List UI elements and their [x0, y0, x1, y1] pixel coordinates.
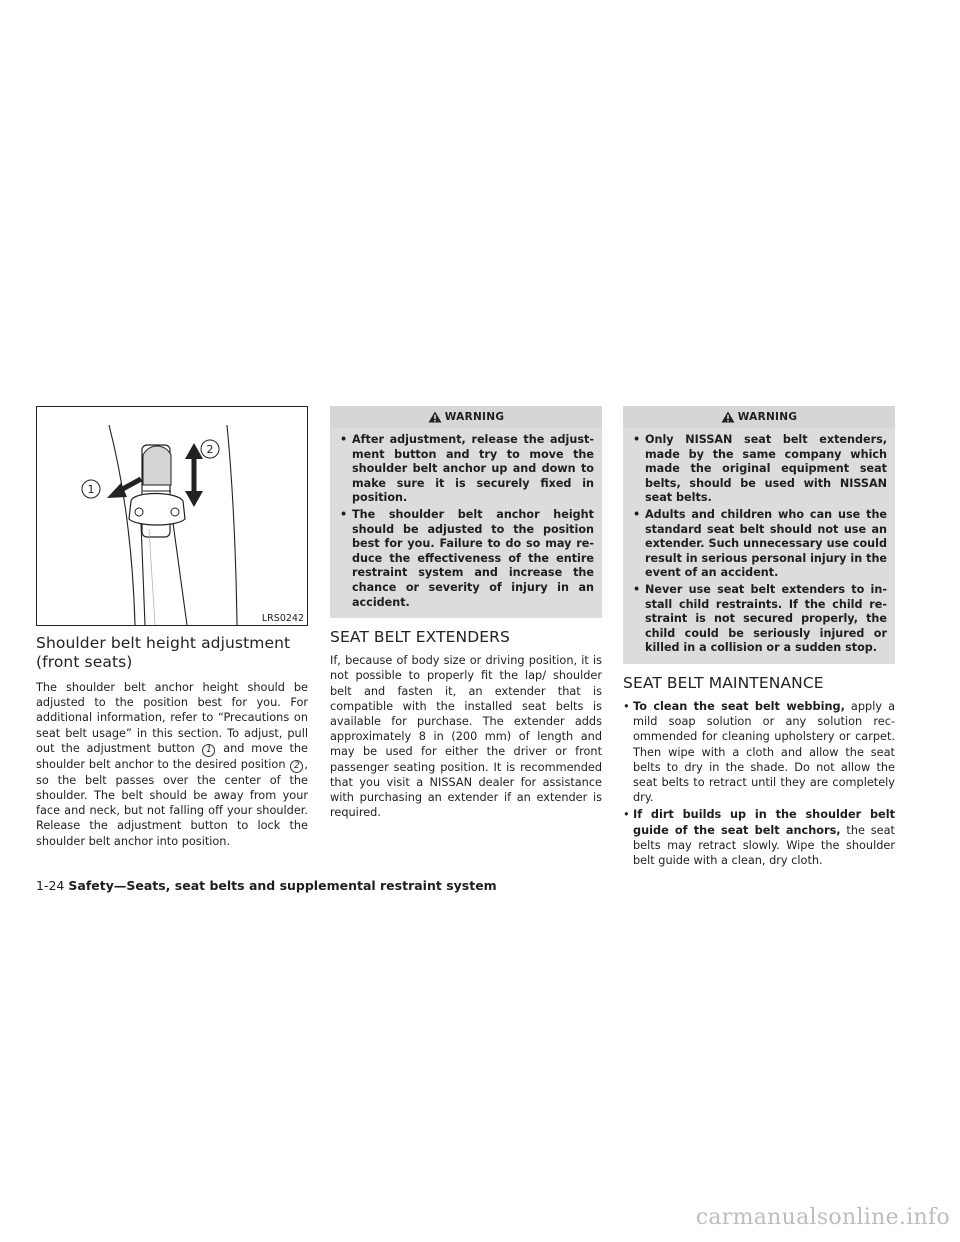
warning-item: • The shoulder belt anchor height should be adjusted to the position best for you. Failure to do so may reduce the effectiveness of the entire restraint system and increase the chance or severity of injury in an accident. — [338, 508, 594, 610]
paragraph-part-3: , so the belt passes over the center of the shoulder. The belt should be away from your face and neck, but not falling off your shoulder. Release the adjustment button to lock the shoulder belt anchor into position. — [36, 757, 308, 848]
chapter-title: Safety—Seats, seat belts and supplemental restraint system — [68, 878, 497, 893]
maintenance-item-lead: To clean the seat belt webbing, — [633, 699, 845, 713]
warning-list — [631, 428, 887, 656]
warning-triangle-icon — [721, 411, 735, 423]
maintenance-item-text: the seat belts may retract slowly. Wipe the shoulder belt guide with a clean, dry cloth. — [633, 823, 895, 867]
warning-item: • Adults and children who can use the standard seat belt should not use an extender. Such unnecessary use could result in serious personal injury in the event of an accident. — [631, 508, 887, 581]
shoulder-belt-paragraph — [36, 680, 308, 849]
callout-2-label: 2 — [206, 443, 214, 456]
column-3 — [623, 406, 895, 870]
warning-header — [330, 406, 602, 428]
maintenance-item-lead: If dirt builds up in the shoulder belt guide of the seat belt anchors, — [633, 808, 895, 837]
column-2 — [330, 406, 602, 820]
column-1 — [36, 406, 308, 849]
warning-title: WARNING — [444, 411, 505, 423]
warning-item: • After adjustment, release the adjustment button and try to move the shoulder belt anchor up and down to make sure it is securely fixed in position. — [338, 433, 594, 506]
page-number: 1-24 — [36, 878, 65, 893]
heading-line-2: (front seats) — [36, 653, 133, 671]
watermark: carmanualsonline.info — [695, 1205, 950, 1230]
maintenance-item-text: apply a mild soap solution or any solution recommended for cleaning upholstery or carpet. Then wipe with a cloth and allow the seat belts to dry in the shade. Do not allow the seat belts to retract until they are completely dry. — [633, 699, 895, 805]
figure-code: LRS0242 — [259, 612, 307, 625]
warning-box-adjustment — [330, 406, 602, 618]
heading-line-1: Shoulder belt height adjustment — [36, 634, 291, 652]
shoulder-belt-figure — [36, 406, 308, 626]
maintenance-item — [623, 807, 895, 868]
maintenance-item — [623, 699, 895, 805]
maintenance-list — [623, 699, 895, 868]
warning-item: • Only NISSAN seat belt extenders, made by the same company which made the original equipment seat belts, should be used with NISSAN seat belts. — [631, 433, 887, 506]
warning-header — [623, 406, 895, 428]
page-footer — [36, 878, 497, 893]
paragraph-part-1: The shoulder belt anchor height should be adjusted to the position best for you. For additional information, refer to “Precautions on seat belt usage” in this section. To adjust, pull out the adjustment button — [36, 681, 308, 755]
callout-ref-2: 2 — [290, 760, 303, 773]
warning-title: WARNING — [737, 411, 798, 423]
warning-triangle-icon — [428, 411, 442, 423]
shoulder-belt-illustration — [37, 407, 307, 625]
warning-box-extenders — [623, 406, 895, 664]
section-heading-shoulder-belt — [36, 634, 308, 672]
extenders-paragraph: If, because of body size or driving position, it is not possible to properly fit the lap/ shoulder belt and fasten it, an extender that is compatible with the installed seat belts is available for purchase. The extender adds approximately 8 in (200 mm) of length and may be used for either the driver or front passenger seating position. It is recommended that you visit a NISSAN dealer for assistance with purchasing an extender if an extender is required. — [330, 654, 602, 820]
warning-item: • Never use seat belt extenders to install child restraints. If the child restraint is not secured properly, the child could be seriously injured or killed in a collision or a sudden stop. — [631, 583, 887, 656]
paragraph-part-2: and move the shoulder belt anchor to the desired position — [36, 741, 309, 771]
section-heading-extenders: SEAT BELT EXTENDERS — [330, 628, 510, 647]
callout-1-label: 1 — [87, 483, 95, 496]
warning-list — [338, 428, 594, 610]
section-heading-maintenance: SEAT BELT MAINTENANCE — [623, 673, 824, 692]
callout-ref-1: 1 — [202, 744, 215, 757]
